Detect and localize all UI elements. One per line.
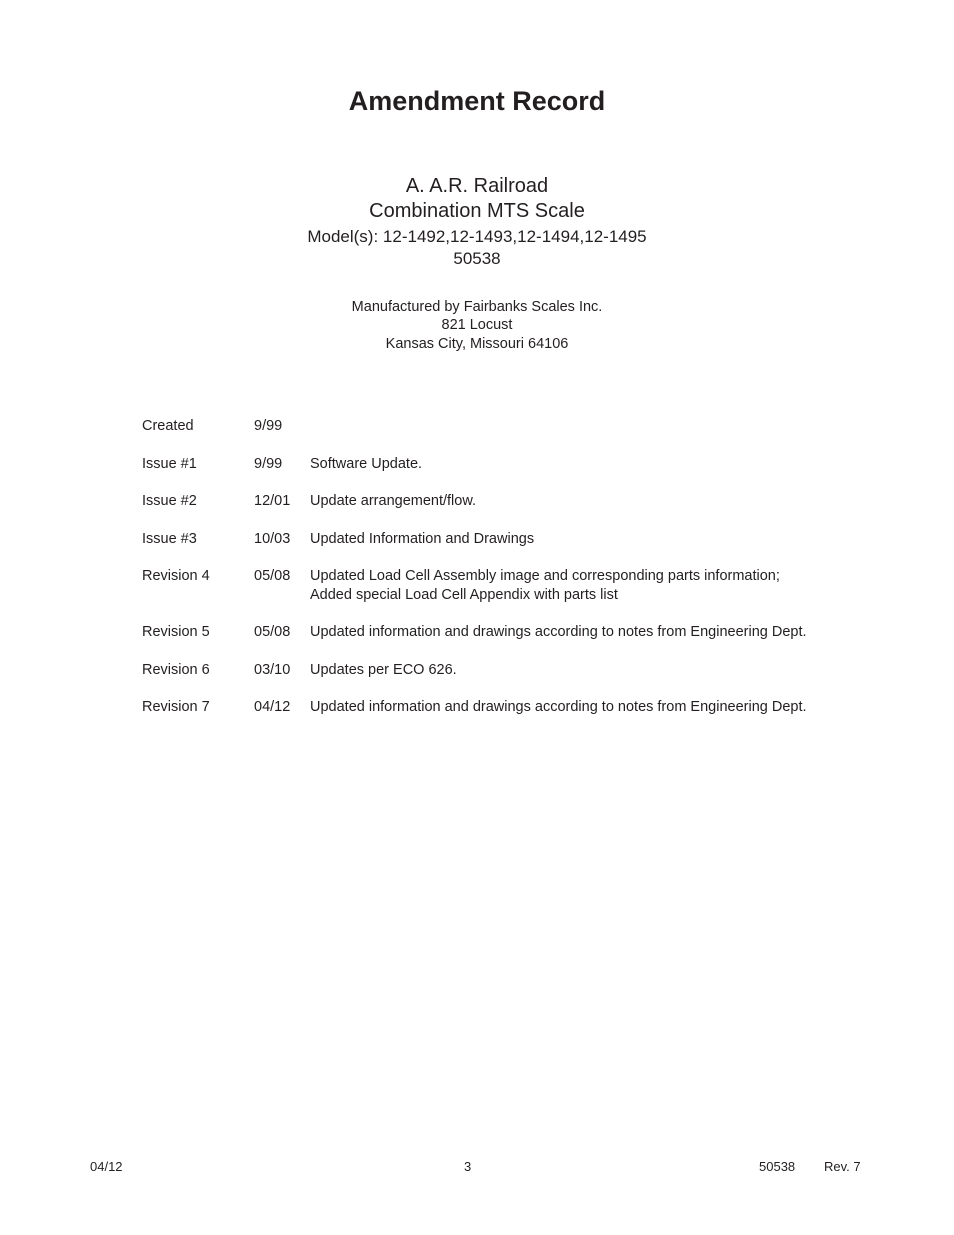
record-description [310, 698, 870, 717]
record-description [310, 492, 870, 511]
record-description-line: Added special Load Cell Appendix with parts list [310, 587, 618, 603]
record-description-line: Updates per ECO 626. [310, 662, 457, 678]
record-date: 9/99 [254, 418, 283, 434]
record-date: 12/01 [254, 493, 291, 509]
record-date: 05/08 [254, 624, 291, 640]
record-label: Revision 6 [142, 662, 210, 678]
record-description [310, 661, 870, 680]
product-name: A. A.R. Railroad [405, 175, 549, 197]
record-label: Revision 7 [142, 699, 210, 715]
record-label: Revision 5 [142, 624, 210, 640]
record-description-line: Updated Load Cell Assembly image and corresponding parts information; [310, 568, 780, 584]
document-number: 50538 [453, 249, 501, 268]
footer-document-number: 50538 [759, 1159, 796, 1174]
record-description [310, 530, 870, 549]
record-description [310, 567, 870, 605]
record-label: Issue #2 [142, 493, 197, 509]
page-title: Amendment Record [348, 86, 606, 116]
record-description-line: Update arrangement/flow. [310, 493, 477, 509]
record-label: Revision 4 [142, 568, 210, 584]
record-date: 9/99 [254, 456, 283, 472]
record-date: 05/08 [254, 568, 291, 584]
record-description [310, 623, 870, 642]
record-description-line: Updated information and drawings according to notes from Engineering Dept. [310, 624, 807, 640]
manufacturer-street: 821 Locust [441, 317, 513, 333]
manufacturer-city: Kansas City, Missouri 64106 [385, 336, 569, 352]
footer-revision: Rev. 7 [824, 1159, 861, 1174]
record-description-line: Software Update. [310, 456, 423, 472]
record-label: Issue #1 [142, 456, 197, 472]
footer-date: 04/12 [90, 1159, 123, 1174]
record-description-line: Updated information and drawings according to notes from Engineering Dept. [310, 699, 807, 715]
record-date: 03/10 [254, 662, 291, 678]
product-models: Model(s): 12-1492,12-1493,12-1494,12-1495 [307, 227, 647, 246]
record-description-line: Updated Information and Drawings [310, 531, 535, 547]
page-number: 3 [464, 1159, 472, 1174]
record-date: 10/03 [254, 531, 291, 547]
product-type: Combination MTS Scale [369, 200, 585, 222]
record-date: 04/12 [254, 699, 291, 715]
record-label: Created [142, 418, 194, 434]
record-label: Issue #3 [142, 531, 197, 547]
record-description [310, 455, 870, 474]
manufacturer-name: Manufactured by Fairbanks Scales Inc. [351, 299, 603, 315]
